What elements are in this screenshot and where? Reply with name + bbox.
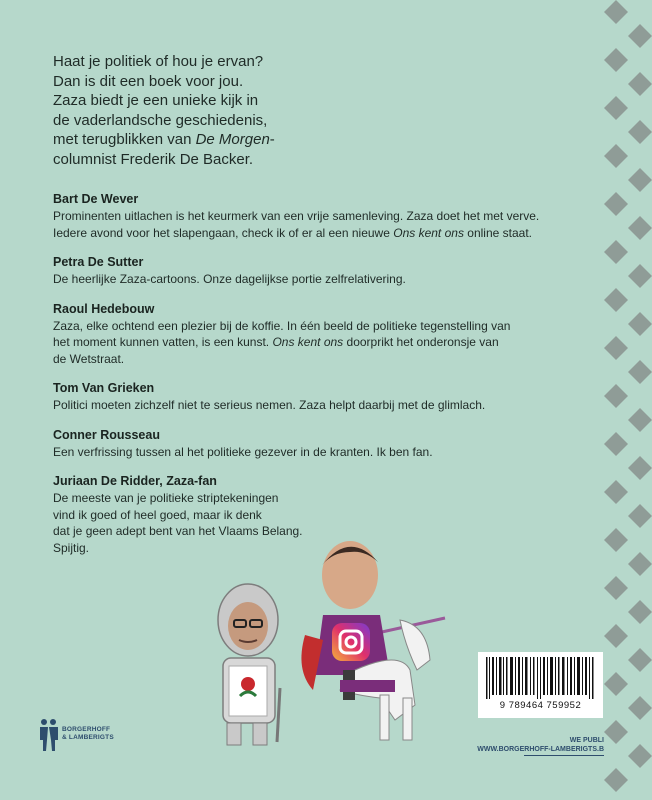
blurb-line: Zaza biedt je een unieke kijk in	[53, 92, 259, 109]
publisher-name	[62, 726, 114, 742]
quote-text	[53, 271, 613, 288]
quote-segment: het moment kunnen vatten, is een kunst.	[53, 335, 273, 349]
quote-van-grieken	[53, 380, 613, 414]
right-edge-pattern	[604, 0, 652, 800]
intro-blurb	[53, 52, 413, 169]
blurb-line: de vaderlandsche geschiedenis,	[53, 111, 268, 129]
quote-text	[53, 444, 613, 461]
quote-author: Raoul Hedebouw	[53, 301, 155, 316]
quote-line: De meeste van je politieke striptekeningen	[53, 491, 279, 505]
quote-rousseau	[53, 427, 613, 461]
quote-author: Juriaan De Ridder, Zaza-fan	[53, 474, 217, 488]
book-title: Ons kent ons	[272, 335, 344, 349]
quote-line	[53, 334, 613, 351]
web-underline	[524, 755, 604, 756]
blurb-text: met terugblikken van	[53, 131, 196, 148]
quote-de-wever	[53, 191, 613, 241]
quote-author: Petra De Sutter	[53, 255, 144, 269]
quote-de-sutter	[53, 254, 613, 288]
publisher-line: & LAMBERIGTS	[62, 734, 114, 741]
blurb-line	[53, 130, 413, 150]
web-tagline: WE PUBLI	[569, 737, 604, 744]
publisher-website	[477, 736, 604, 756]
quote-line: Politici moeten zichzelf niet te serieus nemen. Zaza helpt daarbij met de glimlach.	[53, 398, 486, 412]
cartoon-illustration	[205, 520, 450, 760]
quote-line: dat je geen adept bent van het Vlaams Belang.	[53, 524, 303, 538]
quote-line	[53, 225, 613, 242]
book-title: Ons kent ons	[393, 225, 464, 240]
quote-author: Tom Van Grieken	[53, 381, 155, 395]
quote-line: Prominenten uitlachen is het keurmerk van een vrije samenleving. Zaza doet het met verve.	[53, 209, 540, 223]
web-url[interactable]: WWW.BORGERHOFF-LAMBERIGTS.B	[477, 746, 604, 753]
quote-author: Conner Rousseau	[53, 427, 160, 442]
blurb-line: columnist Frederik De Backer.	[53, 150, 254, 168]
quote-line: de Wetstraat.	[53, 351, 125, 366]
quote-hedebouw	[53, 301, 613, 368]
quote-line: vind ik goed of heel goed, maar ik denk	[53, 507, 262, 522]
quote-text	[53, 318, 613, 368]
quote-line: Een verfrissing tussen al het politieke gezever in de kranten. Ik ben fan.	[53, 444, 433, 459]
quote-author: Bart De Wever	[53, 192, 139, 206]
quote-text	[53, 208, 613, 241]
blurb-line: Dan is dit een boek voor jou.	[53, 72, 244, 90]
isbn-barcode	[478, 652, 603, 718]
quote-line: Zaza, elke ochtend een plezier bij de koffie. In één beeld de politieke tegenstelling van	[53, 318, 511, 333]
quote-line: De heerlijke Zaza-cartoons. Onze dagelijkse portie zelfrelativering.	[53, 272, 406, 286]
newspaper-name: De Morgen	[195, 131, 270, 148]
endorsements	[53, 191, 613, 569]
publisher-logo-icon	[38, 718, 60, 752]
barcode-bars	[486, 657, 595, 699]
horse-rider-figure	[301, 541, 445, 740]
quote-segment: doorprikt het onderonsje van	[343, 335, 499, 349]
isbn-number: 9 789464 759952	[499, 700, 582, 711]
quote-text	[53, 397, 613, 414]
quote-segment: online staat.	[463, 225, 532, 240]
quote-line: Spijtig.	[53, 540, 90, 555]
knight-figure	[218, 584, 280, 745]
publisher-line: BORGERHOFF	[62, 726, 111, 733]
quote-segment: Iedere avond voor het slapengaan, check ik of er al een nieuwe	[53, 225, 394, 240]
blurb-line: Haat je politiek of hou je ervan?	[53, 53, 264, 70]
blurb-hyphen: -	[269, 131, 275, 148]
